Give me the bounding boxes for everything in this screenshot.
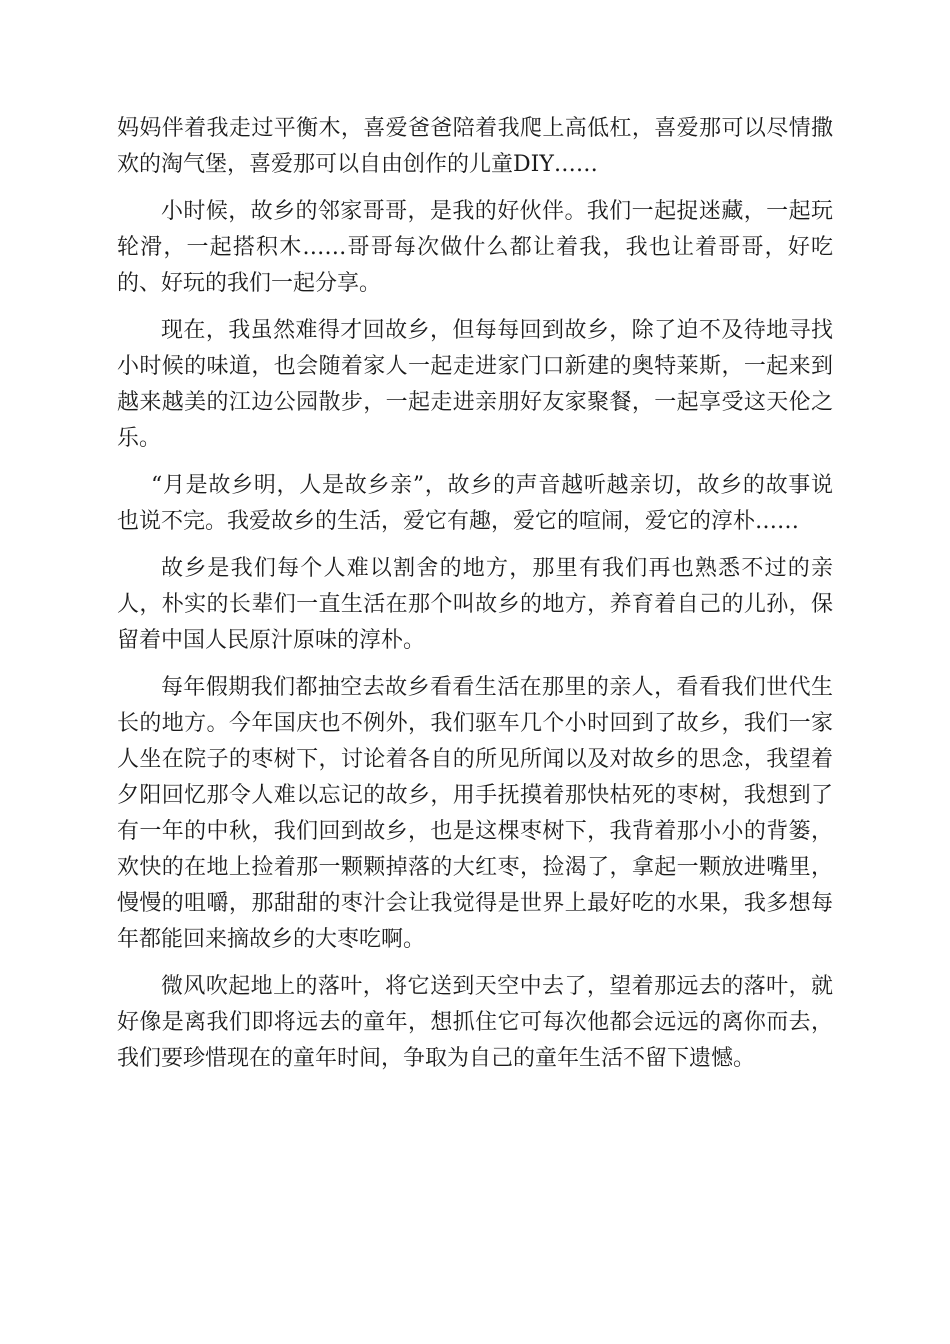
paragraph-1: 妈妈伴着我走过平衡木，喜爱爸爸陪着我爬上高低杠，喜爱那可以尽情撒欢的淘气堡，喜爱那可以自由创作的儿童DIY…… [117, 116, 833, 177]
paragraph-6: 每年假期我们都抽空去故乡看看生活在那里的亲人，看看我们世代生长的地方。今年国庆也不例外，我们驱车几个小时回到了故乡，我们一家人坐在院子的枣树下，讨论着各自的所见所闻以及对故乡的思念，我望着夕阳回忆那令人难以忘记的故乡，用手抚摸着那快枯死的枣树，我想到了有一年的中秋，我们回到故乡，也是这棵枣树下，我背着那小小的背篓，欢快的在地上捡着那一颗颗掉落的大红枣，捡渴了，拿起一颗放进嘴里，慢慢的咀嚼，那甜甜的枣汁会让我觉得是世界上最好吃的水果，我多想每年都能回来摘故乡的大枣吃啊。 [117, 675, 833, 952]
document-body [117, 111, 833, 1088]
paragraph-2: 小时候，故乡的邻家哥哥，是我的好伙伴。我们一起捉迷藏，一起玩轮滑，一起搭积木……哥哥每次做什么都让着我，我也让着哥哥，好吃的、好玩的我们一起分享。 [117, 199, 833, 296]
paragraph-7: 微风吹起地上的落叶，将它送到天空中去了，望着那远去的落叶，就好像是离我们即将远去的童年，想抓住它可每次他都会远远的离你而去，我们要珍惜现在的童年时间，争取为自己的童年生活不留下遗憾。 [117, 974, 833, 1071]
paragraph-3: 现在，我虽然难得才回故乡，但每每回到故乡，除了迫不及待地寻找小时候的味道，也会随着家人一起走进家门口新建的奥特莱斯，一起来到越来越美的江边公园散步，一起走进亲朋好友家聚餐，一起享受这天伦之乐。 [117, 318, 833, 451]
paragraph-4: “月是故乡明，人是故乡亲”，故乡的声音越听越亲切，故乡的故事说也说不完。我爱故乡的生活，爱它有趣，爱它的喧闹，爱它的淳朴…… [117, 473, 833, 534]
paragraph-5: 故乡是我们每个人难以割舍的地方，那里有我们再也熟悉不过的亲人，朴实的长辈们一直生活在那个叫故乡的地方，养育着自己的儿孙，保留着中国人民原汁原味的淳朴。 [117, 556, 833, 653]
